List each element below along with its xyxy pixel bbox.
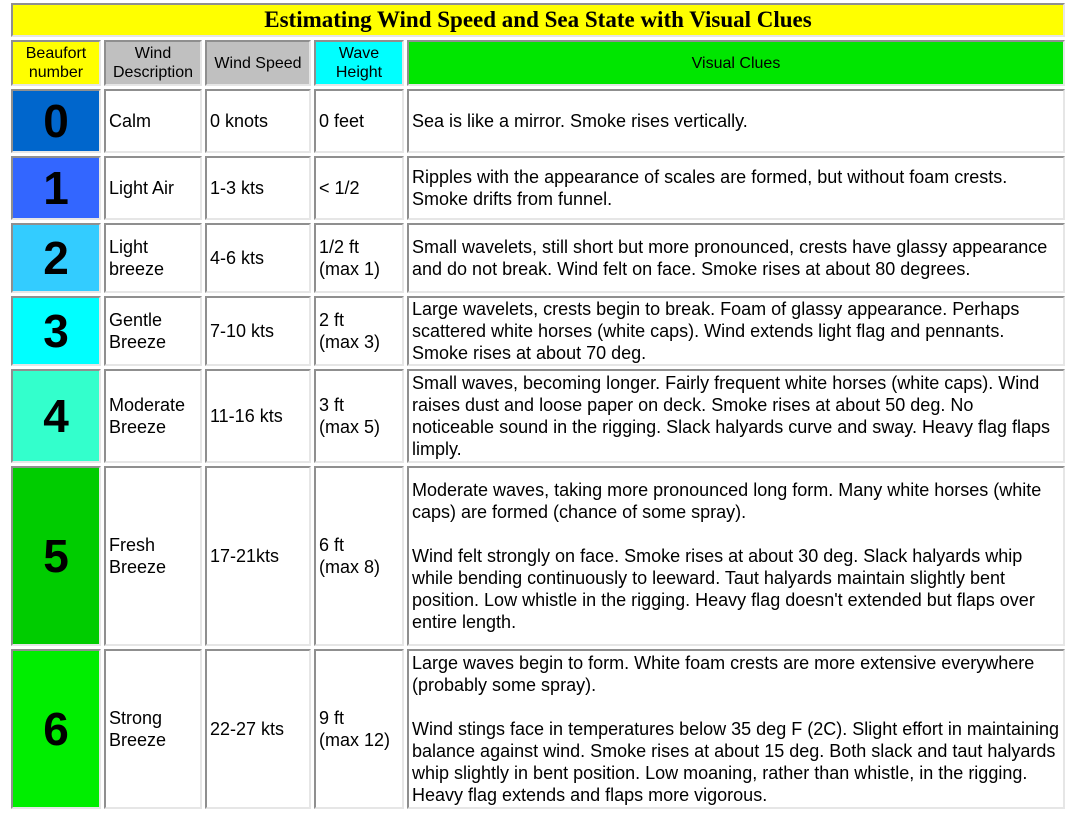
wind-description-cell — [104, 223, 202, 293]
wind-description-cell — [104, 89, 202, 153]
wave-height-line: < 1/2 — [319, 178, 360, 198]
visual-clues-cell — [407, 223, 1065, 293]
table-row — [11, 89, 1065, 153]
header-row — [11, 40, 1065, 86]
wind-description-line: Moderate — [109, 395, 186, 415]
wave-height-cell — [314, 466, 404, 646]
table-row — [11, 296, 1065, 366]
visual-clue-paragraph: Small waves, becoming longer. Fairly frequent white horses (white caps). Wind raises dust and loose paper on deck. Smoke rises at about 50 deg. No noticeable sound in the rigging. Slack halyards curve and sway. Heavy flag flaps limply. — [412, 373, 1051, 459]
visual-clue-paragraph: Sea is like a mirror. Smoke rises vertically. — [412, 111, 748, 131]
wave-height-cell — [314, 649, 404, 809]
wave-height-cell — [314, 89, 404, 153]
wave-height-line: (max 8) — [319, 557, 381, 577]
wind-description-line: Fresh — [109, 535, 156, 555]
visual-clue-paragraph: Large wavelets, crests begin to break. Foam of glassy appearance. Perhaps scattered white horses (white caps). Wind extends light flag and pennants. Smoke rises at about 70 deg. — [412, 299, 1020, 363]
wind-description-line: Light — [109, 237, 149, 257]
wind-speed-cell: 17-21kts — [205, 466, 311, 646]
visual-clue-paragraph: Ripples with the appearance of scales are formed, but without foam crests. Smoke drifts from funnel. — [412, 167, 1008, 209]
wind-description-line: Breeze — [109, 557, 167, 577]
wind-description-line: Gentle — [109, 310, 163, 330]
beaufort-number-cell: 4 — [11, 369, 101, 463]
visual-clue-paragraph: Wind stings face in temperatures below 35 deg F (2C). Slight effort in maintaining balance against wind. Smoke rises at about 15 deg. Both slack and taut halyards whip slightly in bent position. Low moaning, rather than whistle, in the rigging. Heavy flag extends and flaps more vigorous. — [412, 719, 1059, 805]
table-row — [11, 156, 1065, 220]
wind-description-cell — [104, 649, 202, 809]
wind-description-line: Calm — [109, 111, 152, 131]
wind-description-line: Breeze — [109, 730, 167, 750]
wave-height-line: (max 5) — [319, 417, 381, 437]
beaufort-number-cell: 3 — [11, 296, 101, 366]
beaufort-number-cell: 2 — [11, 223, 101, 293]
beaufort-table — [8, 0, 1068, 812]
wind-description-cell — [104, 296, 202, 366]
visual-clue-paragraph: Large waves begin to form. White foam crests are more extensive everywhere (probably some spray). — [412, 653, 1035, 695]
header-wave-line1: Wave — [338, 45, 380, 62]
wind-description-line: Breeze — [109, 417, 167, 437]
header-wind-speed: Wind Speed — [205, 40, 311, 86]
wind-speed-cell: 4-6 kts — [205, 223, 311, 293]
header-wave-height — [314, 40, 404, 86]
wind-description-line: Breeze — [109, 332, 167, 352]
beaufort-number-cell: 1 — [11, 156, 101, 220]
header-beaufort-line1: Beaufort — [25, 45, 87, 62]
wave-height-cell — [314, 369, 404, 463]
visual-clue-paragraph: Moderate waves, taking more pronounced long form. Many white horses (white caps) are formed (chance of some spray). — [412, 480, 1042, 522]
visual-clues-cell — [407, 466, 1065, 646]
wave-height-line: (max 12) — [319, 730, 391, 750]
header-beaufort-number — [11, 40, 101, 86]
page-title: Estimating Wind Speed and Sea State with Visual Clues — [11, 3, 1065, 37]
beaufort-number-cell: 6 — [11, 649, 101, 809]
visual-clues-cell — [407, 156, 1065, 220]
header-visual-clues: Visual Clues — [407, 40, 1065, 86]
wind-speed-cell: 11-16 kts — [205, 369, 311, 463]
wind-speed-cell: 1-3 kts — [205, 156, 311, 220]
table-body — [11, 89, 1065, 809]
table-row — [11, 369, 1065, 463]
wave-height-line: (max 1) — [319, 259, 381, 279]
wave-height-line: 0 feet — [319, 111, 365, 131]
wind-speed-cell: 22-27 kts — [205, 649, 311, 809]
wind-description-line: Light Air — [109, 178, 175, 198]
table-row — [11, 223, 1065, 293]
wind-description-line: Strong — [109, 708, 163, 728]
wind-speed-cell: 7-10 kts — [205, 296, 311, 366]
visual-clue-paragraph: Small wavelets, still short but more pronounced, crests have glassy appearance and do not break. Wind felt on face. Smoke rises at about 80 degrees. — [412, 237, 1048, 279]
wind-description-line: breeze — [109, 259, 165, 279]
beaufort-number-cell: 0 — [11, 89, 101, 153]
wave-height-line: 2 ft — [319, 310, 345, 330]
header-description-line1: Wind — [134, 45, 172, 62]
wave-height-cell — [314, 223, 404, 293]
wind-description-cell — [104, 466, 202, 646]
visual-clues-cell — [407, 369, 1065, 463]
wave-height-line: 1/2 ft — [319, 237, 360, 257]
wind-speed-cell: 0 knots — [205, 89, 311, 153]
wave-height-cell — [314, 156, 404, 220]
wave-height-cell — [314, 296, 404, 366]
visual-clues-cell — [407, 89, 1065, 153]
wind-description-cell — [104, 156, 202, 220]
header-wind-description — [104, 40, 202, 86]
visual-clues-cell — [407, 649, 1065, 809]
wind-description-cell — [104, 369, 202, 463]
table-row — [11, 466, 1065, 646]
beaufort-table-container — [11, 3, 1071, 812]
visual-clue-paragraph: Wind felt strongly on face. Smoke rises at about 30 deg. Slack halyards whip while bending continuously to leeward. Taut halyards maintain slightly bent position. Low whistle in the rigging. Heavy flag doesn't extended but flaps over entire length. — [412, 546, 1035, 632]
wave-height-line: (max 3) — [319, 332, 381, 352]
header-description-line2: Description — [112, 64, 194, 81]
wave-height-line: 9 ft — [319, 708, 345, 728]
header-wave-line2: Height — [335, 64, 383, 81]
wave-height-line: 3 ft — [319, 395, 345, 415]
table-row — [11, 649, 1065, 809]
visual-clues-cell — [407, 296, 1065, 366]
beaufort-number-cell: 5 — [11, 466, 101, 646]
header-beaufort-line2: number — [28, 64, 84, 81]
wave-height-line: 6 ft — [319, 535, 345, 555]
